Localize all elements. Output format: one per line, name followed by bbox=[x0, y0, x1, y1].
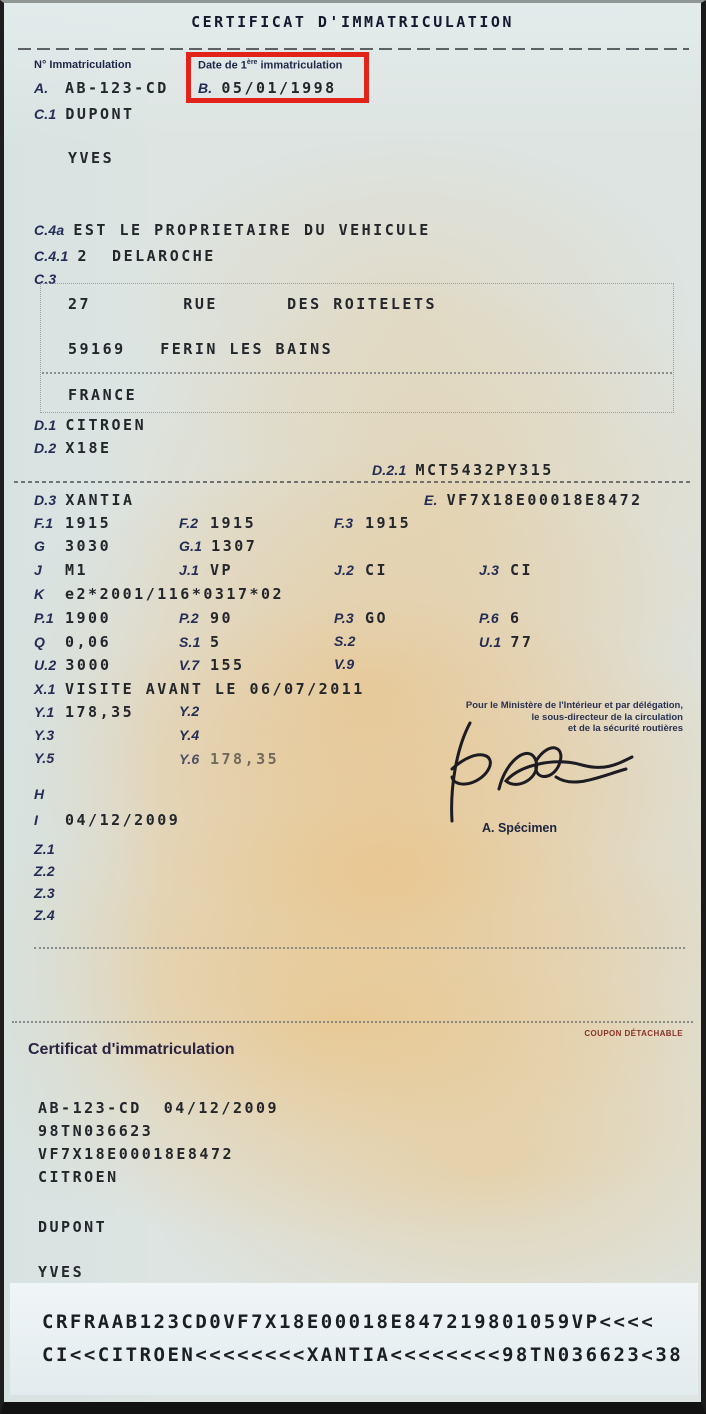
row-y1 bbox=[34, 703, 134, 721]
row-j1 bbox=[179, 561, 233, 579]
row-v7 bbox=[179, 656, 245, 674]
row-f1 bbox=[34, 514, 111, 532]
field-q-label: Q bbox=[34, 634, 46, 650]
field-y6-value: 178,35 bbox=[210, 750, 280, 768]
field-q-value: 0,06 bbox=[65, 633, 112, 651]
row-q bbox=[34, 633, 111, 651]
row-g1 bbox=[179, 537, 257, 555]
field-y1-value: 178,35 bbox=[65, 703, 135, 721]
registration-number-label: N° Immatriculation bbox=[34, 59, 132, 71]
address-line2: 59169 FERIN LES BAINS bbox=[68, 340, 334, 358]
coupon-row-make bbox=[38, 1168, 119, 1186]
authority-line-3: et de la sécurité routières bbox=[567, 723, 683, 734]
field-d3-value: XANTIA bbox=[65, 491, 135, 509]
section-divider bbox=[14, 481, 691, 483]
field-k-value: e2*2001/116*0317*02 bbox=[65, 585, 285, 603]
field-y6-label: Y.6 bbox=[179, 751, 200, 767]
field-c41-value: 2 DELAROCHE bbox=[77, 247, 216, 265]
field-d3-label: D.3 bbox=[34, 492, 57, 508]
mrz-band bbox=[10, 1283, 698, 1395]
field-p3-value: GO bbox=[365, 609, 389, 627]
field-v7-value: 155 bbox=[210, 656, 245, 674]
field-g-value: 3030 bbox=[65, 537, 112, 555]
field-z2-label: Z.2 bbox=[34, 863, 55, 879]
field-j1-value: VP bbox=[210, 561, 234, 579]
field-j1-label: J.1 bbox=[179, 562, 200, 578]
page-title: CERTIFICAT D'IMMATRICULATION bbox=[191, 13, 514, 31]
row-j3 bbox=[479, 561, 533, 579]
row-d3 bbox=[34, 491, 135, 509]
field-p3-label: P.3 bbox=[334, 610, 354, 626]
field-s1-label: S.1 bbox=[179, 634, 201, 650]
row-y4 bbox=[179, 727, 201, 743]
field-j-label: J bbox=[34, 562, 42, 578]
row-y3 bbox=[34, 727, 56, 743]
row-p1 bbox=[34, 609, 111, 627]
row-y2 bbox=[179, 703, 201, 719]
field-p1-label: P.1 bbox=[34, 610, 54, 626]
field-x1-value: VISITE AVANT LE 06/07/2011 bbox=[65, 680, 365, 698]
field-s2-label: S.2 bbox=[334, 633, 356, 649]
row-f2 bbox=[179, 514, 256, 532]
authority-line-2: le sous-directeur de la circulation bbox=[531, 711, 683, 723]
row-d2 bbox=[34, 439, 112, 457]
field-y3-label: Y.3 bbox=[34, 727, 55, 743]
mrz-line-2: CI<<CITROEN<<<<<<<<XANTIA<<<<<<<<98TN036623<38 bbox=[42, 1344, 684, 1366]
header-divider bbox=[18, 48, 689, 50]
field-f2-label: F.2 bbox=[179, 515, 199, 531]
row-z4 bbox=[34, 907, 56, 923]
coupon-make: CITROEN bbox=[38, 1168, 119, 1186]
row-z1 bbox=[34, 841, 56, 857]
row-s2 bbox=[334, 633, 356, 649]
mrz-line-1: CRFRAAB123CD0VF7X18E00018E847219801059VP<<<< bbox=[42, 1311, 656, 1333]
row-c1 bbox=[34, 105, 135, 123]
field-g1-value: 1307 bbox=[211, 537, 258, 555]
row-p2 bbox=[179, 609, 233, 627]
address-row-2 bbox=[68, 340, 333, 358]
field-j2-label: J.2 bbox=[334, 562, 355, 578]
field-x1-label: X.1 bbox=[34, 681, 56, 697]
field-s1-value: 5 bbox=[210, 633, 222, 651]
field-k-label: K bbox=[34, 586, 45, 602]
field-c1-value: DUPONT bbox=[65, 105, 135, 123]
field-p2-value: 90 bbox=[210, 609, 234, 627]
coupon-row-plate bbox=[38, 1099, 279, 1117]
signature-scribble-icon bbox=[436, 715, 651, 835]
field-v9-label: V.9 bbox=[334, 656, 355, 672]
row-b bbox=[198, 79, 337, 97]
field-j3-label: J.3 bbox=[479, 562, 500, 578]
authority-line-1: Pour le Ministère de l'Intérieur et par délégation, bbox=[465, 700, 683, 711]
field-b-label: B. bbox=[198, 80, 213, 96]
row-z2 bbox=[34, 863, 56, 879]
field-f2-value: 1915 bbox=[210, 514, 257, 532]
coupon-title: Certificat d'immatriculation bbox=[28, 1041, 235, 1058]
row-c41 bbox=[34, 247, 216, 265]
coupon-divider bbox=[12, 1021, 693, 1023]
field-p6-value: 6 bbox=[510, 609, 522, 627]
coupon-plate: AB-123-CD bbox=[38, 1099, 142, 1117]
field-y2-label: Y.2 bbox=[179, 703, 200, 719]
field-p6-label: P.6 bbox=[479, 610, 499, 626]
field-d21-value: MCT5432PY315 bbox=[415, 461, 554, 479]
field-u1-value: 77 bbox=[510, 633, 534, 651]
field-z1-label: Z.1 bbox=[34, 841, 55, 857]
field-e-value: VF7X18E00018E8472 bbox=[446, 491, 643, 509]
address-inner-divider bbox=[42, 372, 672, 374]
field-g-label: G bbox=[34, 538, 46, 554]
row-d1 bbox=[34, 416, 146, 434]
field-a-label: A. bbox=[34, 80, 49, 96]
field-c4a-value: EST LE PROPRIETAIRE DU VEHICULE bbox=[73, 221, 431, 239]
field-v7-label: V.7 bbox=[179, 657, 200, 673]
row-k bbox=[34, 585, 284, 603]
address-row-3 bbox=[68, 386, 137, 404]
row-p6 bbox=[479, 609, 522, 627]
address-row-1 bbox=[68, 295, 437, 313]
field-z4-label: Z.4 bbox=[34, 907, 55, 923]
date-label-sup: ère bbox=[246, 59, 258, 66]
field-b-value: 05/01/1998 bbox=[221, 79, 337, 97]
row-x1 bbox=[34, 680, 365, 698]
coupon-row-formula bbox=[38, 1122, 153, 1140]
row-g bbox=[34, 537, 111, 555]
row-y5 bbox=[34, 750, 56, 766]
field-j3-value: CI bbox=[510, 561, 534, 579]
field-f1-value: 1915 bbox=[65, 514, 112, 532]
row-j2 bbox=[334, 561, 388, 579]
field-f3-label: F.3 bbox=[334, 515, 354, 531]
row-p3 bbox=[334, 609, 388, 627]
fold-divider bbox=[34, 947, 685, 949]
field-u1-label: U.1 bbox=[479, 634, 502, 650]
coupon-tag: COUPON DÉTACHABLE bbox=[584, 1029, 683, 1038]
coupon-row-vin bbox=[38, 1145, 234, 1163]
signer-name: A. Spécimen bbox=[482, 821, 558, 835]
coupon-vin: VF7X18E00018E8472 bbox=[38, 1145, 235, 1163]
coupon-date: 04/12/2009 bbox=[163, 1099, 280, 1117]
coupon-firstname: YVES bbox=[38, 1263, 85, 1281]
address-line1: 27 RUE DES ROITELETS bbox=[68, 295, 437, 313]
field-p2-label: P.2 bbox=[179, 610, 199, 626]
coupon-surname: DUPONT bbox=[38, 1218, 108, 1236]
field-u2-value: 3000 bbox=[65, 656, 112, 674]
field-c3-label: C.3 bbox=[34, 271, 57, 287]
field-c1-label: C.1 bbox=[34, 106, 57, 122]
field-c41-label: C.4.1 bbox=[34, 248, 69, 264]
field-g1-label: G.1 bbox=[179, 538, 203, 554]
row-z3 bbox=[34, 885, 56, 901]
field-h-label: H bbox=[34, 786, 45, 802]
field-i-value: 04/12/2009 bbox=[65, 811, 181, 829]
row-firstname bbox=[68, 149, 114, 167]
row-a bbox=[34, 79, 169, 97]
field-f1-label: F.1 bbox=[34, 515, 54, 531]
field-y1-label: Y.1 bbox=[34, 704, 55, 720]
field-d1-value: CITROEN bbox=[65, 416, 147, 434]
field-z3-label: Z.3 bbox=[34, 885, 55, 901]
row-f3 bbox=[334, 514, 411, 532]
row-e bbox=[424, 491, 643, 509]
owner-firstname: YVES bbox=[68, 149, 115, 167]
address-line3: FRANCE bbox=[68, 386, 138, 404]
row-h bbox=[34, 786, 56, 802]
field-j-value: M1 bbox=[65, 561, 89, 579]
row-u2 bbox=[34, 656, 112, 674]
field-c4a-label: C.4a bbox=[34, 222, 65, 238]
coupon-row-firstname bbox=[38, 1263, 84, 1281]
coupon-row-surname bbox=[38, 1218, 107, 1236]
first-registration-date-label bbox=[198, 59, 342, 72]
field-u2-label: U.2 bbox=[34, 657, 57, 673]
field-d2-label: D.2 bbox=[34, 440, 57, 456]
field-i-label: I bbox=[34, 812, 39, 828]
date-label-pre: Date de 1 bbox=[198, 59, 247, 72]
field-y4-label: Y.4 bbox=[179, 727, 200, 743]
field-a-value: AB-123-CD bbox=[65, 79, 169, 97]
row-y6 bbox=[179, 750, 279, 768]
field-f3-value: 1915 bbox=[365, 514, 412, 532]
field-d1-label: D.1 bbox=[34, 417, 57, 433]
row-s1 bbox=[179, 633, 222, 651]
field-d2-value: X18E bbox=[65, 439, 112, 457]
field-y5-label: Y.5 bbox=[34, 750, 55, 766]
coupon-formula-number: 98TN036623 bbox=[38, 1122, 154, 1140]
row-v9 bbox=[334, 656, 356, 672]
field-p1-value: 1900 bbox=[65, 609, 112, 627]
field-j2-value: CI bbox=[365, 561, 389, 579]
row-i bbox=[34, 811, 180, 829]
field-d21-label: D.2.1 bbox=[372, 462, 407, 478]
row-c4a bbox=[34, 221, 431, 239]
row-d21 bbox=[372, 461, 554, 479]
date-label-post: immatriculation bbox=[257, 59, 343, 72]
field-e-label: E. bbox=[424, 492, 438, 508]
row-u1 bbox=[479, 633, 533, 651]
row-j bbox=[34, 561, 88, 579]
